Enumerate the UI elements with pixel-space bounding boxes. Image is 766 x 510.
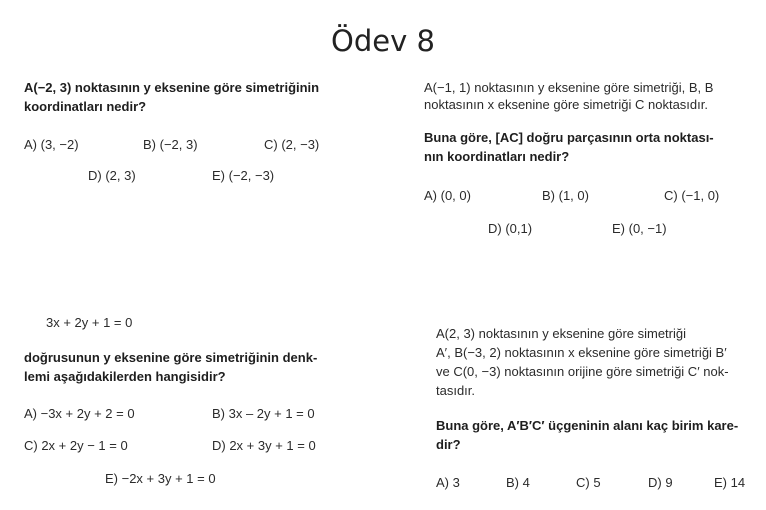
- q1-text-line-1: A(−2, 3) noktasının y eksenine göre simetriğinin: [24, 80, 320, 95]
- q2-question-line-1: Buna göre, [AC] doğru parçasının orta noktası-: [424, 130, 714, 145]
- q3-option-b: B) 3x – 2y + 1 = 0: [212, 406, 315, 421]
- q3-option-d: D) 2x + 3y + 1 = 0: [212, 438, 316, 453]
- q2-option-d: D) (0,1): [488, 221, 533, 236]
- q4-option-b: B) 4: [506, 475, 530, 490]
- q2-text-line-1: A(−1, 1) noktasının y eksenine göre simetriği, B, B: [424, 80, 714, 95]
- q4-text-line-3: ve C(0, −3) noktasının orijine göre simetriği C′ nok-: [436, 364, 729, 379]
- q4-text-line-2: A′, B(−3, 2) noktasının x eksenine göre simetriği B′: [436, 345, 727, 360]
- q1-option-e: E) (−2, −3): [212, 168, 275, 183]
- q2-option-c: C) (−1, 0): [664, 188, 720, 203]
- q2-question-line-2: nın koordinatları nedir?: [424, 149, 570, 164]
- q3-equation: 3x + 2y + 1 = 0: [46, 315, 133, 330]
- q4-question-line-2: dir?: [436, 437, 461, 452]
- q1-option-b: B) (−2, 3): [143, 137, 198, 152]
- q4-option-d: D) 9: [648, 475, 673, 490]
- q2-option-e: E) (0, −1): [612, 221, 667, 236]
- q3-option-c: C) 2x + 2y − 1 = 0: [24, 438, 128, 453]
- q2-option-b: B) (1, 0): [542, 188, 589, 203]
- q4-question-line-1: Buna göre, A′B′C′ üçgeninin alanı kaç birim kare-: [436, 418, 739, 433]
- page-title: Ödev 8: [331, 24, 435, 58]
- q3-option-a: A) −3x + 2y + 2 = 0: [24, 406, 135, 421]
- q2-option-a: A) (0, 0): [424, 188, 471, 203]
- q2-text-line-2: noktasının x eksenine göre simetriği C noktasıdır.: [424, 97, 708, 112]
- q4-text-line-1: A(2, 3) noktasının y eksenine göre simetriği: [436, 326, 687, 341]
- q1-option-a: A) (3, −2): [24, 137, 79, 152]
- q3-option-e: E) −2x + 3y + 1 = 0: [105, 471, 216, 486]
- q4-option-e: E) 14: [714, 475, 746, 490]
- q3-text-line-2: lemi aşağıdakilerden hangisidir?: [24, 369, 226, 384]
- q4-option-c: C) 5: [576, 475, 601, 490]
- q4-option-a: A) 3: [436, 475, 460, 490]
- q1-option-d: D) (2, 3): [88, 168, 136, 183]
- q1-text-line-2: koordinatları nedir?: [24, 99, 147, 114]
- q4-text-line-4: tasıdır.: [436, 383, 476, 398]
- q1-option-c: C) (2, −3): [264, 137, 320, 152]
- q3-text-line-1: doğrusunun y eksenine göre simetriğinin denk-: [24, 350, 318, 365]
